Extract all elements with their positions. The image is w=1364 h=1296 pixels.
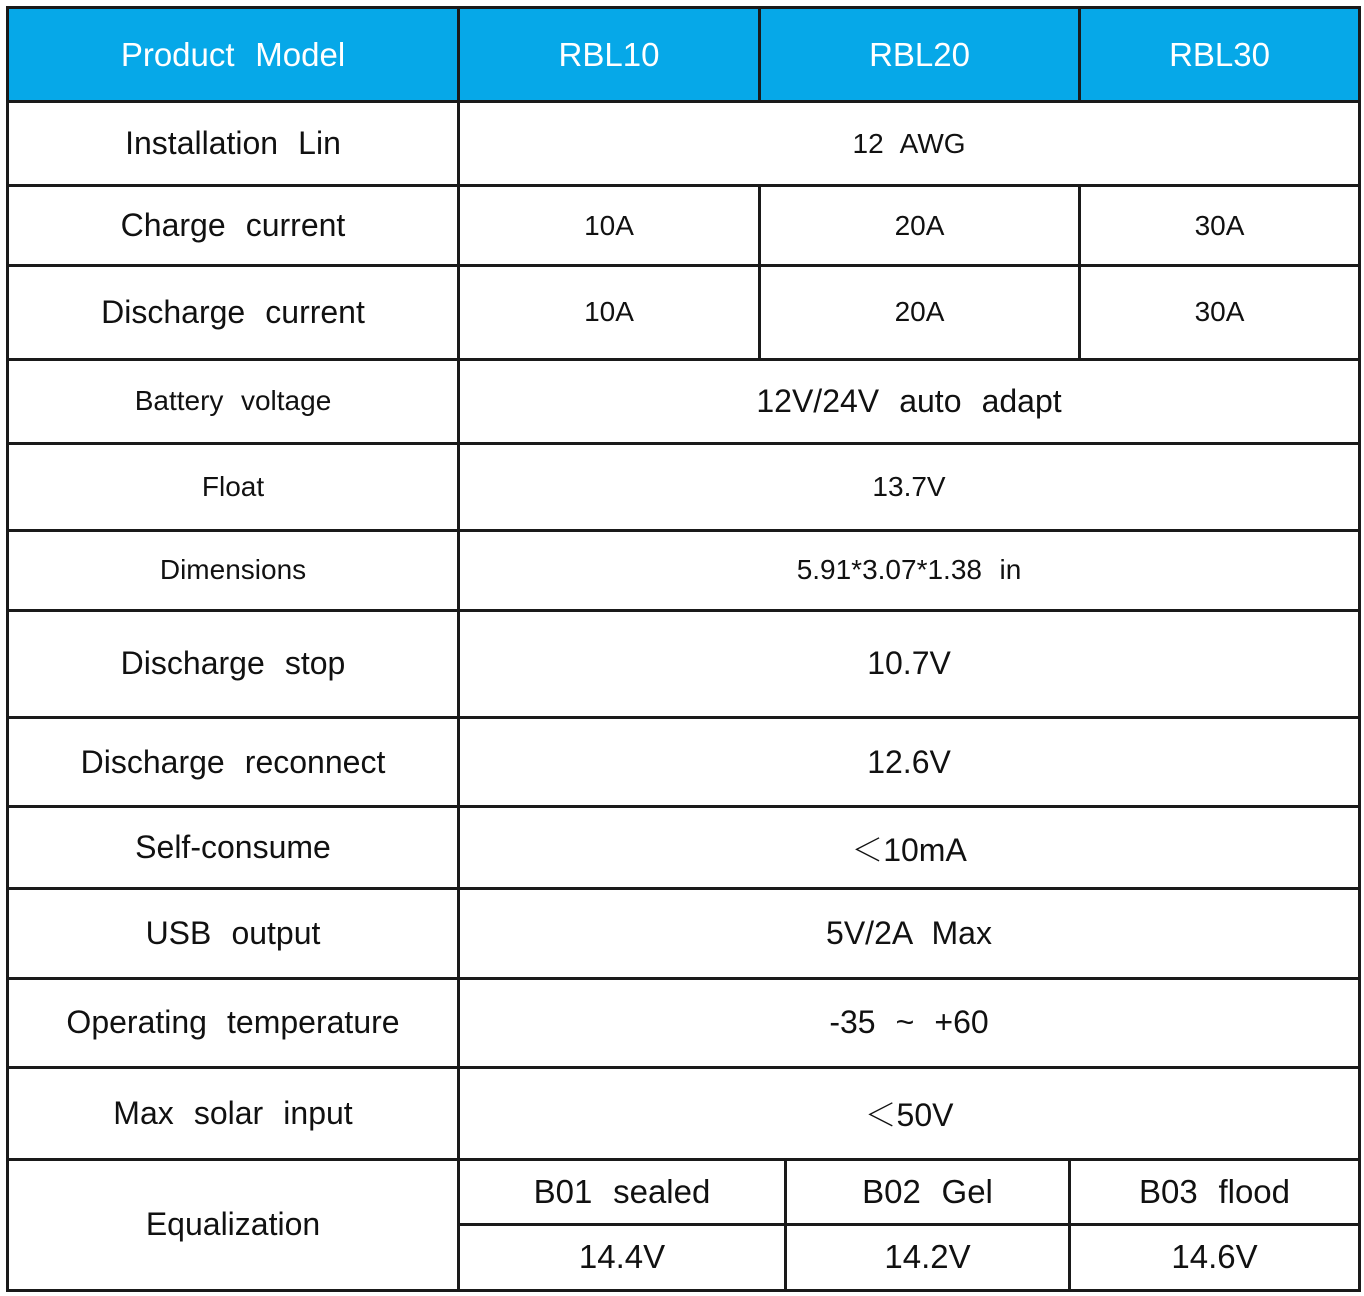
row-discharge-reconnect — [8, 718, 1360, 807]
row-label: USB output — [8, 889, 459, 979]
row-label: Max solar input — [8, 1067, 459, 1159]
row-value: 10.7V — [459, 610, 1360, 717]
header-model-rbl10: RBL10 — [459, 8, 760, 102]
equalization-type-b03: B03 flood — [1070, 1159, 1360, 1224]
header-model-rbl30: RBL30 — [1080, 8, 1360, 102]
discharge-value-rbl30: 30A — [1080, 266, 1360, 359]
header-model-rbl20: RBL20 — [760, 8, 1080, 102]
row-discharge-current — [8, 266, 1360, 359]
row-installation — [8, 102, 1360, 186]
row-max-solar-input — [8, 1067, 1360, 1159]
row-value: ＜10mA — [459, 807, 1360, 889]
row-usb-output — [8, 889, 1360, 979]
equalization-type-b01: B01 sealed — [459, 1159, 786, 1224]
row-label: Discharge reconnect — [8, 718, 459, 807]
row-value: 5.91*3.07*1.38 in — [459, 530, 1360, 610]
discharge-value-rbl20: 20A — [760, 266, 1080, 359]
row-label: Charge current — [8, 186, 459, 266]
row-value: 5V/2A Max — [459, 889, 1360, 979]
charge-value-rbl20: 20A — [760, 186, 1080, 266]
equalization-value-b02: 14.2V — [786, 1224, 1070, 1290]
spec-table — [6, 6, 1361, 1292]
equalization-type-b02: B02 Gel — [786, 1159, 1070, 1224]
row-value: ＜50V — [459, 1067, 1360, 1159]
discharge-value-rbl10: 10A — [459, 266, 760, 359]
row-self-consume — [8, 807, 1360, 889]
row-operating-temperature — [8, 979, 1360, 1067]
row-label: Equalization — [8, 1159, 459, 1290]
row-label: Self-consume — [8, 807, 459, 889]
row-value: 12V/24V auto adapt — [459, 359, 1360, 443]
charge-value-rbl10: 10A — [459, 186, 760, 266]
row-label: Installation Lin — [8, 102, 459, 186]
row-discharge-stop — [8, 610, 1360, 717]
row-float — [8, 443, 1360, 530]
row-dimensions — [8, 530, 1360, 610]
row-label: Dimensions — [8, 530, 459, 610]
row-equalization-types — [8, 1159, 1360, 1224]
row-value: 12 AWG — [459, 102, 1360, 186]
row-label: Discharge stop — [8, 610, 459, 717]
row-value: 12.6V — [459, 718, 1360, 807]
row-label: Float — [8, 443, 459, 530]
row-label: Battery voltage — [8, 359, 459, 443]
row-label: Discharge current — [8, 266, 459, 359]
header-product-model: Product Model — [8, 8, 459, 102]
charge-value-rbl30: 30A — [1080, 186, 1360, 266]
row-charge-current — [8, 186, 1360, 266]
header-row — [8, 8, 1360, 102]
row-label: Operating temperature — [8, 979, 459, 1067]
row-value: 13.7V — [459, 443, 1360, 530]
row-value: -35 ~ +60 — [459, 979, 1360, 1067]
equalization-value-b03: 14.6V — [1070, 1224, 1360, 1290]
equalization-value-b01: 14.4V — [459, 1224, 786, 1290]
row-battery-voltage — [8, 359, 1360, 443]
